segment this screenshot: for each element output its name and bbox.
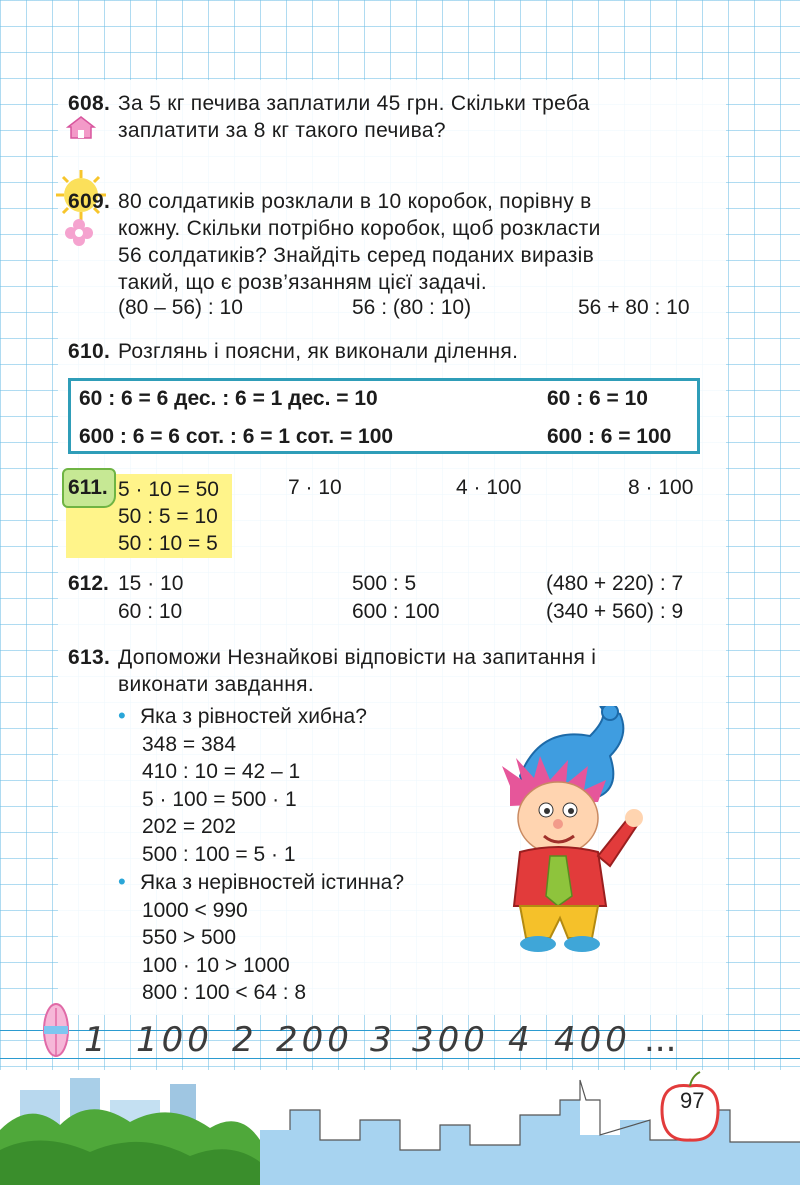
handwriting-number: 400 [554, 1020, 631, 1060]
writing-line [0, 1058, 800, 1059]
exercise-item: 60 : 10 [118, 600, 183, 623]
handwriting-digit: 4 [508, 1020, 534, 1060]
expression: 56 : (80 : 10) [352, 296, 472, 319]
task-number: 610. [68, 340, 111, 363]
equation: 5 · 100 = 500 · 1 [142, 787, 297, 811]
handwriting-digit: 2 [232, 1020, 258, 1060]
neznaika-character-illustration [480, 706, 670, 956]
exercise-item: 7 · 10 [288, 476, 342, 499]
division-row-left: 60 : 6 = 6 дес. : 6 = 1 дес. = 10 [79, 387, 378, 410]
handwriting-number: 200 [276, 1020, 353, 1060]
task-text-line: виконати завдання. [118, 673, 314, 696]
exercise-item: 4 · 100 [456, 476, 522, 499]
question-text: Яка з нерівностей істинна? [140, 871, 405, 894]
task-text-line: Допоможи Незнайкові відповісти на запитання і [118, 646, 597, 669]
task-608 [68, 90, 590, 142]
handwriting-digit: 3 [370, 1020, 396, 1060]
question-list [118, 702, 404, 1007]
division-row-right: 60 : 6 = 10 [547, 387, 648, 410]
handwriting-digit: 1 [84, 1020, 110, 1060]
inequality: 1000 < 990 [142, 898, 248, 922]
inequality: 800 : 100 < 64 : 8 [142, 981, 307, 1004]
division-row-left: 600 : 6 = 6 сот. : 6 = 1 сот. = 100 [79, 425, 394, 448]
task-613 [68, 644, 597, 696]
equation: 410 : 10 = 42 – 1 [142, 760, 301, 783]
handwriting-number: 100 [136, 1020, 213, 1060]
exercise-item: 8 · 100 [628, 476, 694, 499]
example-line: 50 : 10 = 5 [118, 532, 218, 555]
example-line: 50 : 5 = 10 [118, 505, 218, 528]
flower-icon [64, 218, 94, 246]
task-text-line: кожну. Скільки потрібно коробок, щоб розкласти [118, 217, 601, 240]
exercise-item: 15 · 10 [118, 572, 184, 595]
bullet-icon: • [118, 703, 126, 728]
example-lines [118, 476, 219, 557]
equation: 500 : 100 = 5 · 1 [142, 842, 296, 866]
task-text-line: 56 солдатиків? Знайдіть серед поданих виразів [118, 244, 595, 267]
inequality: 550 > 500 [142, 926, 237, 949]
handwriting-ellipsis: ... [644, 1020, 677, 1060]
question-text: Яка з рівностей хибна? [140, 705, 367, 728]
division-box [68, 378, 700, 454]
inequality: 100 · 10 > 1000 [142, 953, 290, 977]
handwriting-number: 300 [412, 1020, 489, 1060]
task-610 [68, 338, 519, 365]
exercise-item: (340 + 560) : 9 [546, 600, 684, 623]
task-text-line: Розглянь і поясни, як виконали ділення. [118, 340, 519, 363]
pen-icon [36, 1000, 76, 1070]
writing-line [0, 1030, 800, 1031]
example-line: 5 · 10 = 50 [118, 478, 219, 501]
exercise-item: (480 + 220) : 7 [546, 572, 684, 595]
task-text-line: За 5 кг печива заплатили 45 грн. Скільки треба [118, 92, 590, 115]
task-number: 609. [68, 190, 111, 213]
house-icon [66, 114, 96, 140]
exercise-item: 500 : 5 [352, 572, 417, 595]
bullet-icon: • [118, 869, 126, 894]
task-number: 608. [68, 92, 111, 115]
task-number: 613. [68, 646, 111, 669]
division-row-right: 600 : 6 = 100 [547, 425, 672, 448]
equation: 348 = 384 [142, 732, 237, 756]
equation: 202 = 202 [142, 815, 237, 838]
exercise-item: 600 : 100 [352, 600, 440, 623]
page-number: 97 [680, 1088, 705, 1113]
task-text-line: 80 солдатиків розклали в 10 коробок, порівну в [118, 190, 592, 213]
expression: 56 + 80 : 10 [578, 296, 690, 319]
task-text-line: такий, що є розв’язанням цієї задачі. [118, 271, 487, 294]
task-text-line: заплатити за 8 кг такого печива? [118, 119, 446, 142]
task-number: 612. [68, 572, 109, 595]
expression: (80 – 56) : 10 [118, 296, 243, 319]
task-609 [68, 188, 601, 294]
task-number: 611. [68, 476, 108, 499]
